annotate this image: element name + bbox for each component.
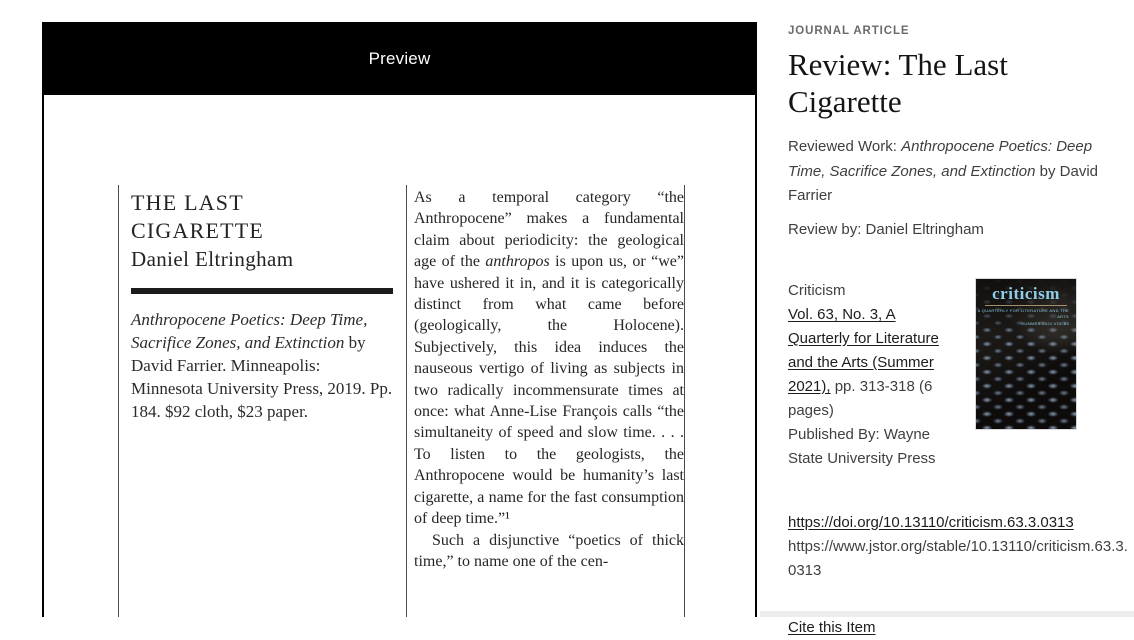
scan-body-paragraph-1: As a temporal category “the Anthropocene” makes a fundamental claim about periodicity: the geological age of the anthropos is upon us, or “we” have ushered it in, and it is categorically distinct from what came before (geologically, the Holocene). Subjectively, this idea induces the nauseous vertigo of living as subjects in two radically incommensurate times at once: what Anne-Lise François calls “the simultaneity of speed and slow time. . . . To listen to the geologists, the Anthropocene would be humanity’s last cigarette, a name for the fast consumption of deep time.”¹ [414,189,685,528]
scan-article-title-line2: CIGARETTE [131,218,265,243]
journal-pages: pp. 313-318 (6 pages) [788,377,933,419]
scan-article-author: Daniel Eltringham [131,247,294,271]
journal-cover-thumbnail[interactable] [976,279,1076,429]
cite-row [788,616,1129,640]
journal-issue-link[interactable]: Vol. 63, No. 3, A Quarterly for Literature and the Arts (Summer 2021), [788,305,939,395]
scan-column-rule-right [684,185,685,617]
cite-this-item-link[interactable]: Cite this Item [788,618,876,636]
section-divider-strip [760,611,1134,617]
reviewed-work-prefix: Reviewed Work: [788,138,902,155]
preview-header [42,22,757,95]
doi-link[interactable]: https://doi.org/10.13110/criticism.63.3.0313 [788,513,1074,531]
scan-column-rule-left [118,185,119,617]
item-links [788,511,1129,640]
reviewed-work-line [788,135,1129,209]
reviewed-work-suffix: by David Farrier [788,162,1099,204]
item-info-pane [788,25,1129,640]
item-type-label: JOURNAL ARTICLE [788,25,910,37]
scan-bibliography: Anthropocene Poetics: Deep Time, Sacrifice Zones, and Extinction by David Farrier. Minneapolis: Minnesota University Press, 2019. Pp. 184. $92 cloth, $23 paper. [131,310,393,421]
journal-publisher: Published By: Wayne State University Press [788,425,936,467]
journal-cover-issue-line: SUMMER 2021 VOL 63 [1021,321,1069,327]
stable-url-text: https://www.jstor.org/stable/10.13110/criticism.63.3.0313 [788,537,1128,579]
preview-header-label: Preview [368,48,431,68]
reviewed-work-title: Anthropocene Poetics: Deep Time, Sacrifice Zones, and Extinction [788,138,1093,180]
journal-info-row [788,279,1129,471]
scan-left-column [131,189,393,423]
review-by-line: Review by: Daniel Eltringham [788,220,984,238]
scan-article-title-line1: THE LAST [131,190,244,215]
journal-name: Criticism [788,281,846,299]
journal-cover-subtitle-line: A QUARTERLY FOR LITERATURE AND THE ARTS [977,307,1069,320]
scan-body-paragraph-2: Such a disjunctive “poetics of thick time,” to name one of the cen- [414,531,684,570]
scan-column-rule-middle [406,185,407,617]
journal-cover-subtitle [976,308,1076,328]
scan-divider-rule [131,288,393,294]
article-scan-page [42,95,757,617]
journal-cover-rule [985,305,1067,306]
preview-pane [42,22,757,617]
scan-right-column [414,187,684,572]
journal-cover-title: criticism [992,283,1060,303]
journal-meta [788,279,940,471]
page-title: Review: The Last Cigarette [788,47,1008,119]
